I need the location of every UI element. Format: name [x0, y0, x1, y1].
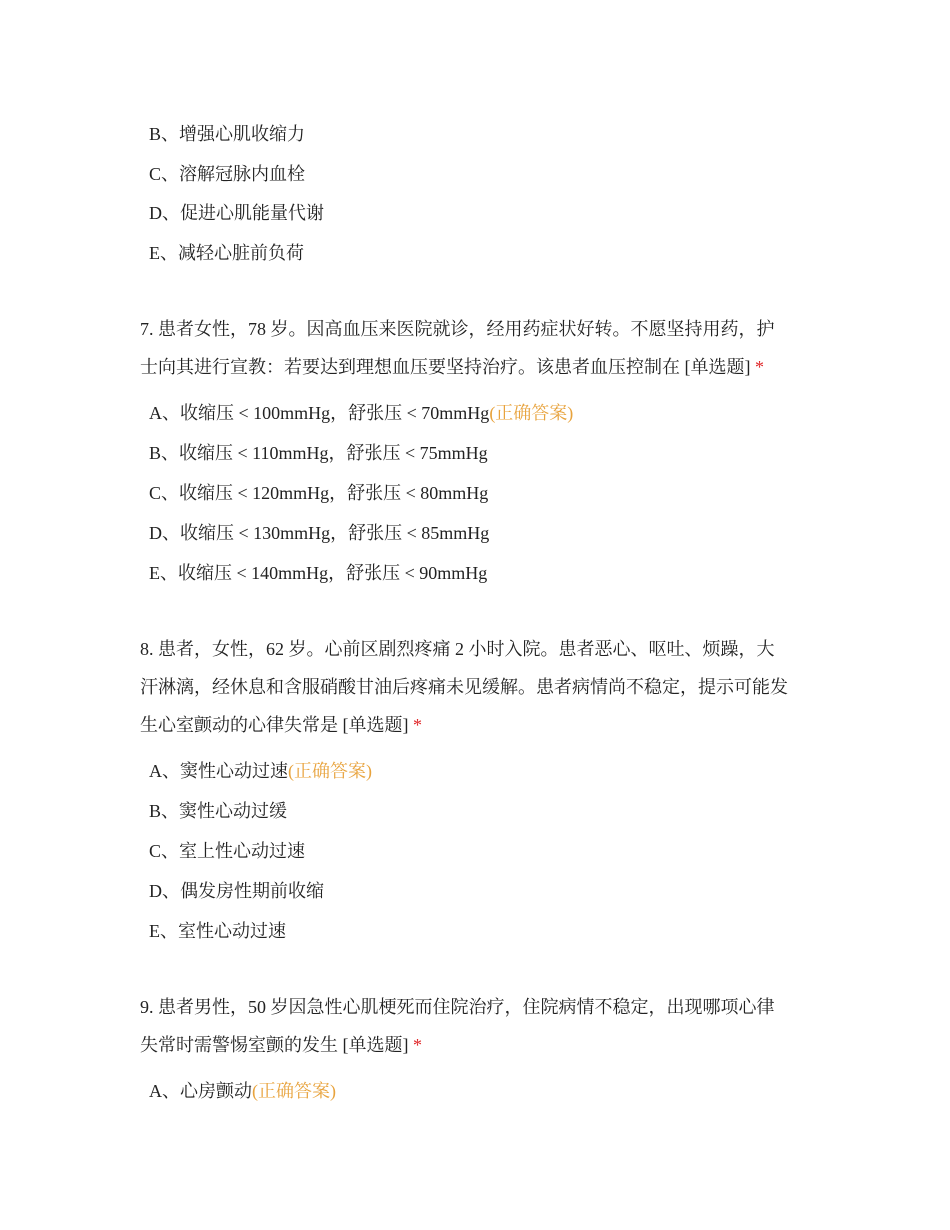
question-line: 汗淋漓，经休息和含服硝酸甘油后疼痛未见缓解。患者病情尚不稳定，提示可能发 — [140, 677, 788, 697]
q9-option-a[interactable] — [149, 1079, 336, 1103]
q8-option-c[interactable] — [149, 839, 305, 863]
option-e[interactable] — [149, 241, 304, 265]
option-text: D、收缩压 < 130mmHg，舒张压 < 85mmHg — [149, 523, 490, 543]
option-text: D、偶发房性期前收缩 — [149, 881, 324, 901]
question-line: 9. 患者男性，50 岁因急性心肌梗死而住院治疗，住院病情不稳定，出现哪项心律 — [140, 997, 775, 1017]
question-line-last — [140, 1026, 820, 1064]
q8-option-a[interactable] — [149, 759, 372, 783]
required-asterisk: * — [408, 715, 422, 735]
option-text: B、收缩压 < 110mmHg，舒张压 < 75mmHg — [149, 443, 488, 463]
option-text: C、室上性心动过速 — [149, 841, 306, 861]
q7-option-d[interactable] — [149, 521, 489, 545]
question-line-last — [140, 706, 820, 744]
option-text: B、增强心肌收缩力 — [149, 124, 306, 144]
option-text: A、收缩压 < 100mmHg，舒张压 < 70mmHg — [149, 403, 490, 423]
question-line-last — [140, 348, 820, 386]
question-9-stem — [140, 988, 820, 1064]
q7-option-c[interactable] — [149, 481, 488, 505]
question-line: 8. 患者，女性，62 岁。心前区剧烈疼痛 2 小时入院。患者恶心、呕吐、烦躁，大 — [140, 639, 775, 659]
question-line: 失常时需警惕室颤的发生 [单选题] — [140, 1035, 409, 1055]
question-line: 生心室颤动的心律失常是 [单选题] — [140, 715, 409, 735]
correct-answer-tag: (正确答案) — [288, 761, 372, 781]
question-8-stem — [140, 630, 820, 744]
required-asterisk: * — [408, 1035, 422, 1055]
q8-option-d[interactable] — [149, 879, 324, 903]
option-text: D、促进心肌能量代谢 — [149, 203, 324, 223]
option-text: A、窦性心动过速 — [149, 761, 288, 781]
option-d[interactable] — [149, 201, 324, 225]
q7-option-b[interactable] — [149, 441, 488, 465]
correct-answer-tag: (正确答案) — [252, 1081, 336, 1101]
question-line: 士向其进行宣教：若要达到理想血压要坚持治疗。该患者血压控制在 [单选题] — [140, 357, 751, 377]
q7-option-e[interactable] — [149, 561, 487, 585]
question-line: 7. 患者女性，78 岁。因高血压来医院就诊，经用药症状好转。不愿坚持用药，护 — [140, 319, 775, 339]
option-b[interactable] — [149, 122, 305, 146]
required-asterisk: * — [750, 357, 764, 377]
option-text: C、溶解冠脉内血栓 — [149, 164, 306, 184]
option-text: B、窦性心动过缓 — [149, 801, 288, 821]
option-c[interactable] — [149, 162, 305, 186]
option-text: A、心房颤动 — [149, 1081, 252, 1101]
option-text: E、室性心动过速 — [149, 921, 286, 941]
question-7-stem — [140, 310, 820, 386]
q8-option-b[interactable] — [149, 799, 287, 823]
q7-option-a[interactable] — [149, 401, 573, 425]
option-text: E、收缩压 < 140mmHg，舒张压 < 90mmHg — [149, 563, 488, 583]
correct-answer-tag: (正确答案) — [489, 403, 574, 423]
option-text: E、减轻心脏前负荷 — [149, 243, 304, 263]
option-text: C、收缩压 < 120mmHg，舒张压 < 80mmHg — [149, 483, 489, 503]
q8-option-e[interactable] — [149, 919, 286, 943]
